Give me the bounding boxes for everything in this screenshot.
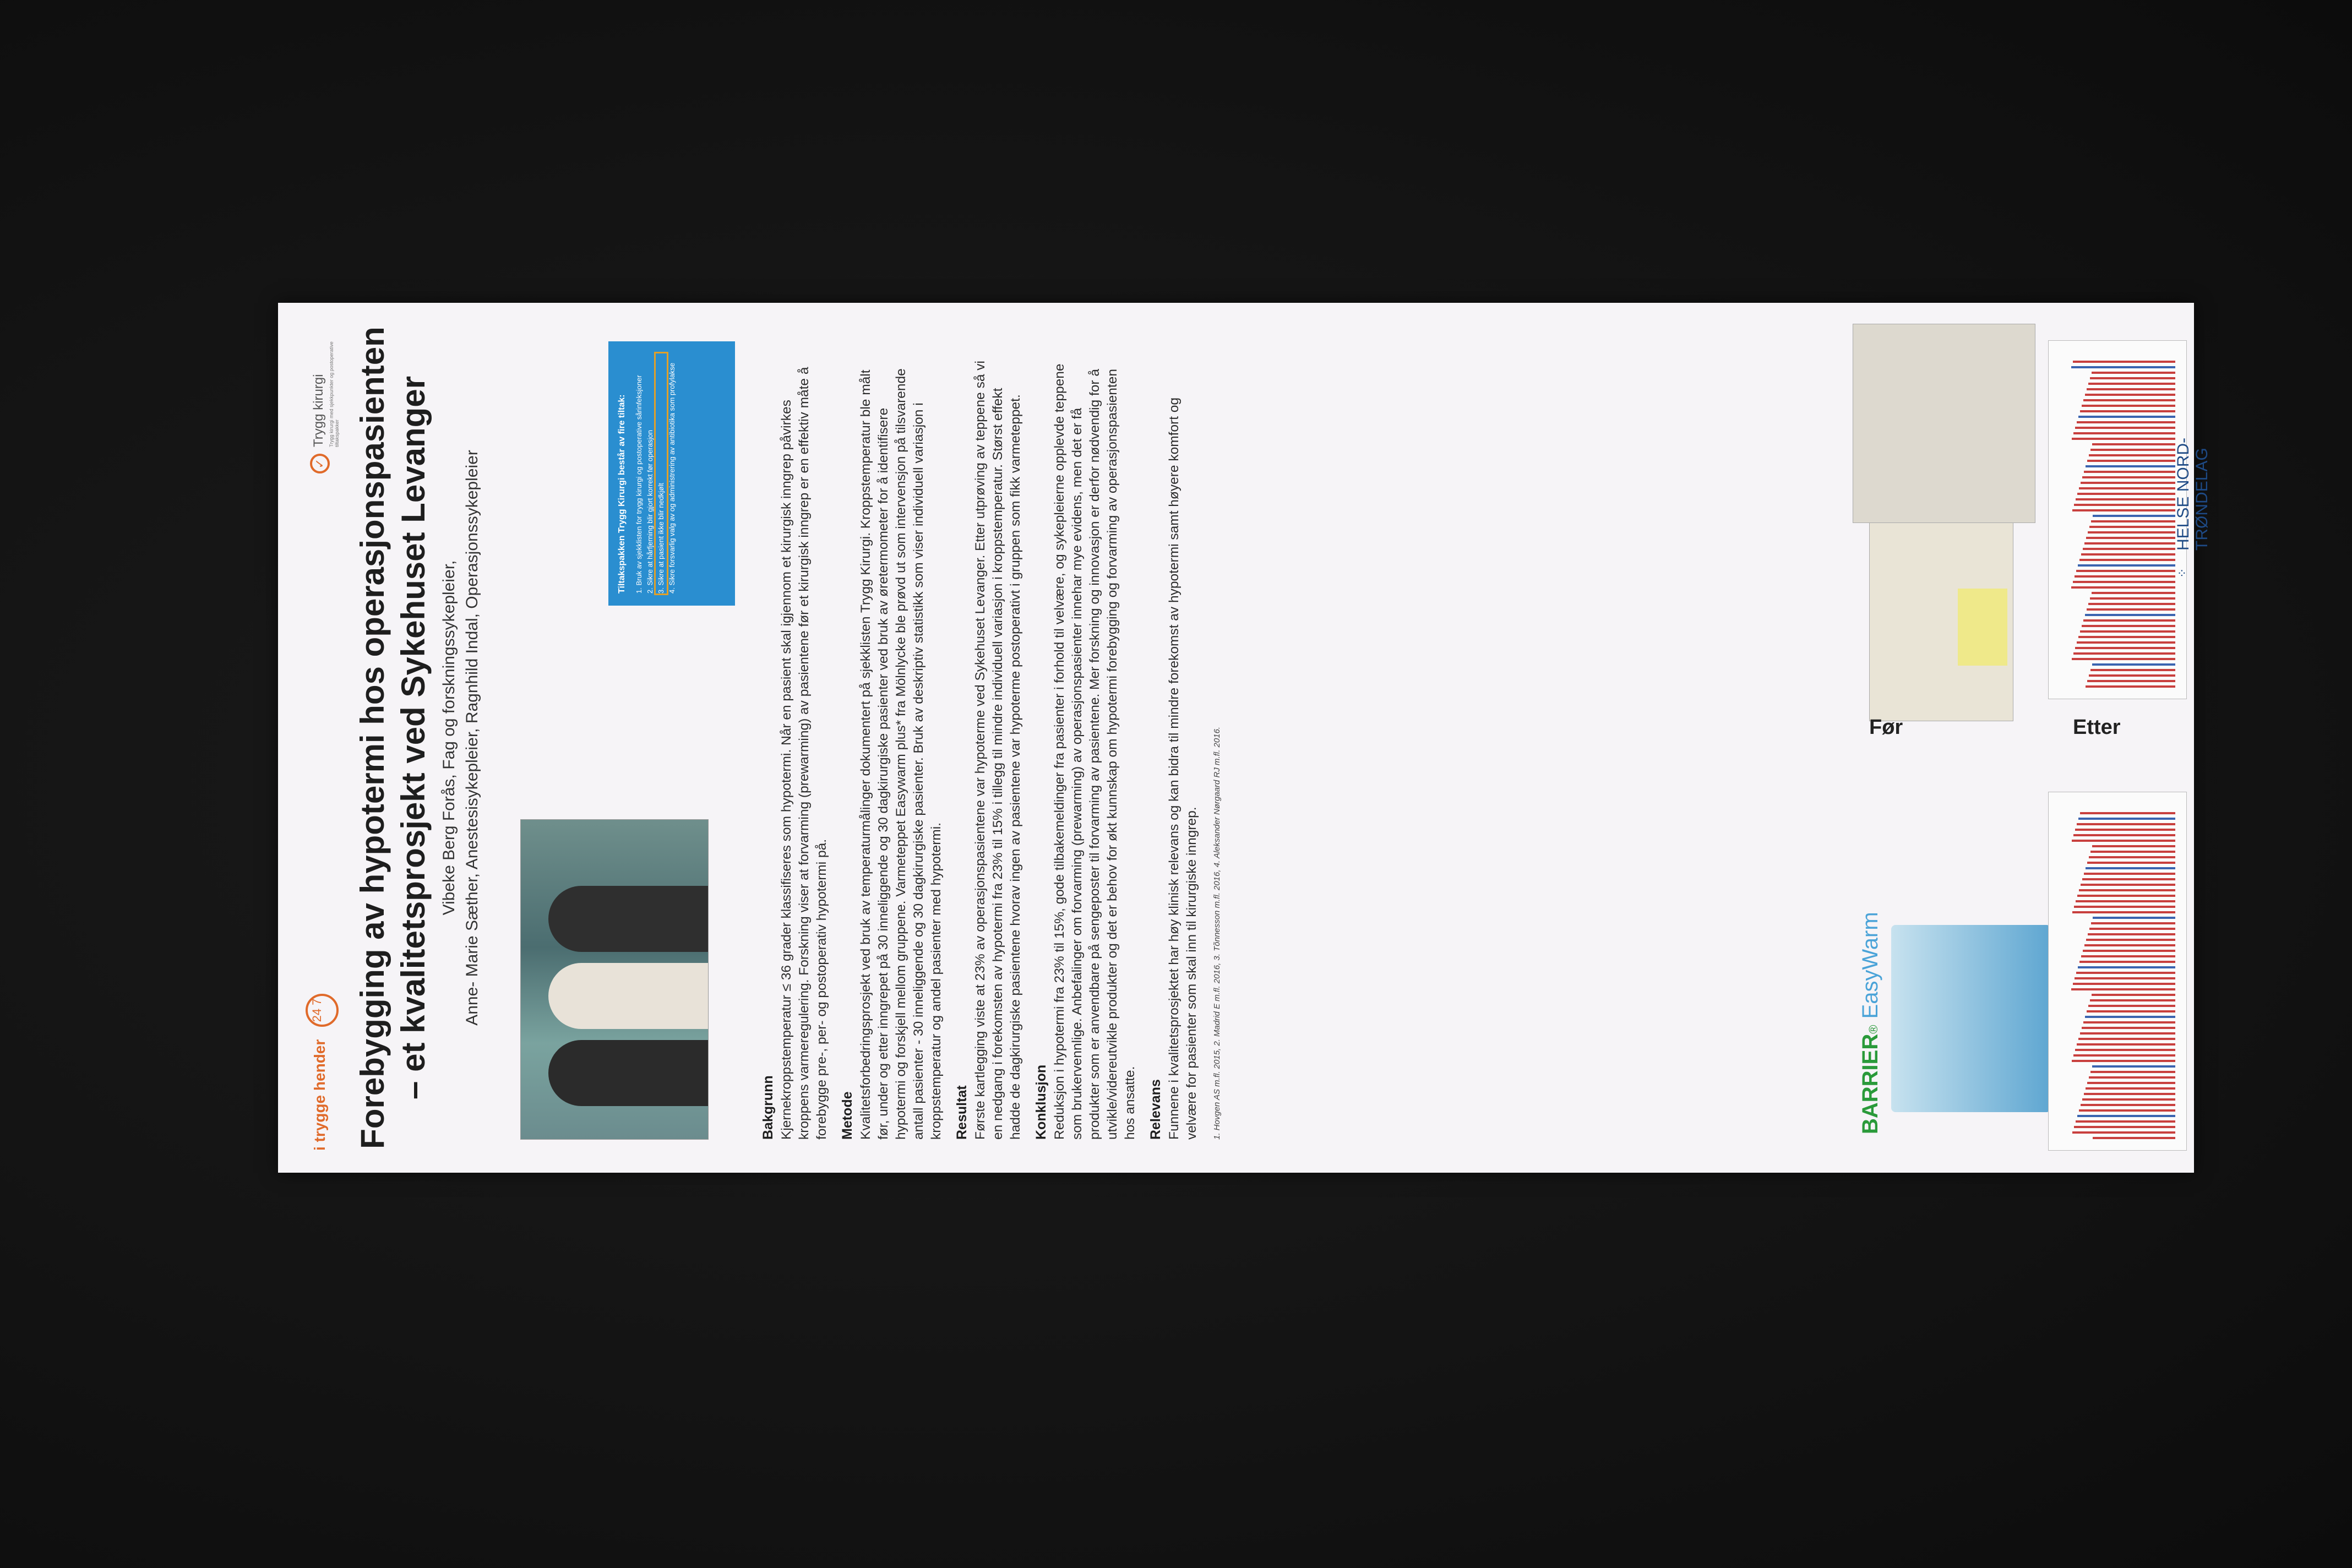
chart-bar bbox=[2078, 1038, 2175, 1040]
chart-bar bbox=[2088, 603, 2175, 605]
chart-bar bbox=[2083, 548, 2175, 550]
chart-bar bbox=[2075, 829, 2175, 831]
chart-bar bbox=[2079, 487, 2175, 489]
chart-bar bbox=[2077, 493, 2175, 495]
chart-bar bbox=[2073, 361, 2175, 363]
logo-24-7-badge: 24 7 bbox=[306, 994, 339, 1027]
chart-bar bbox=[2084, 873, 2175, 875]
chart-bar bbox=[2072, 509, 2175, 511]
chart-bar bbox=[2076, 900, 2175, 902]
chart-bar bbox=[2075, 647, 2175, 649]
person-silhouette bbox=[548, 886, 708, 952]
chart-bar bbox=[2071, 988, 2175, 990]
chart-bar bbox=[2088, 1005, 2175, 1007]
chart-bar bbox=[2078, 416, 2175, 418]
logo-i-trygge-hender: i trygge hender 24 7 bbox=[306, 1008, 344, 1151]
chart-bar bbox=[2092, 663, 2175, 666]
references: 1. Hovgen AS m.fl. 2015, 2. Madrid E m.fl. 2016, 3. Tõnnesson m.fl. 2016, 4. Aleksander Nørgaard RJ m.fl. 2016. bbox=[1212, 726, 1222, 1140]
chart-bar bbox=[2084, 1093, 2175, 1095]
chart-bar bbox=[2090, 597, 2175, 600]
chart-bar bbox=[2089, 1076, 2175, 1079]
chart-bar bbox=[2082, 476, 2175, 478]
tiltak-item: 4. Sikre forsvarlig valg av og administrering av antibiotika som profylakse bbox=[668, 362, 676, 594]
easywarm-blanket-photo bbox=[1891, 925, 2051, 1112]
form-photo bbox=[1853, 324, 2035, 523]
chart-bar bbox=[2072, 438, 2175, 440]
chart-bar bbox=[2076, 498, 2175, 500]
chart-bar bbox=[2092, 845, 2175, 847]
section-text-konklusjon: Reduksjon i hypotermi fra 23% til 15%, gode tilbakemeldinger fra pasienter i forhold til velvære, og sykepleierne opplevde teppene som brukervennlige. Anbefalinger om forvarming (prewarming) av operasjonspasienter innehar mye evidens, men det er få produkter som er anvendbare på sengeposter til forvarming av pasientene. Mer forskning og innovasjon er derfor nødvendig for å utvikle/videreutvikle produkter og det er behov for økt kunnskap om hypotermi forebygging og forvarming av operasjonspasienten hos ansatte. bbox=[1052, 363, 1137, 1140]
chart-bar bbox=[2072, 1131, 2175, 1134]
chart-bar bbox=[2081, 553, 2175, 556]
chart-bar bbox=[2090, 1071, 2175, 1073]
chart-bar bbox=[2086, 537, 2175, 539]
chart-bar bbox=[2072, 658, 2175, 660]
chart-bar bbox=[2077, 823, 2175, 825]
chart-bar bbox=[2073, 581, 2175, 583]
chart-bar bbox=[2077, 641, 2175, 644]
chart-bar bbox=[2090, 851, 2175, 853]
chart-bar bbox=[2092, 372, 2175, 374]
chart-bar bbox=[2074, 1126, 2175, 1128]
chart-bar bbox=[2083, 399, 2175, 401]
chart-bar bbox=[2087, 608, 2175, 611]
chart-bar bbox=[2082, 1098, 2175, 1101]
chart-bar bbox=[2088, 383, 2175, 385]
chart-bar bbox=[2076, 972, 2175, 974]
chart-bar bbox=[2083, 1021, 2175, 1023]
chart-bar bbox=[2079, 961, 2175, 963]
chart-bar bbox=[2086, 867, 2175, 869]
chart-label-before: Før bbox=[1869, 716, 1903, 739]
chart-bar bbox=[2092, 443, 2175, 445]
tiltak-box: Tiltakspakken Trygg Kirurgi består av fire tiltak: 1. Bruk av sjekklisten for trygg kirurgi og postoperative sårinfeksjoner 2. Sikre at hårfjerning blir gjort korrekt før operasjon 3. Sikre at pasient ikke blir nedkjølt 4. Sikre forsvarlig valg av og administrering av antibiotika som profylakse bbox=[608, 341, 735, 606]
chart-bar bbox=[2079, 889, 2175, 891]
chart-bar bbox=[2092, 1065, 2175, 1068]
barrier-logo: BARRIER® EasyWarm bbox=[1858, 912, 1882, 1134]
chart-bar bbox=[2084, 471, 2175, 473]
chart-bar bbox=[2093, 1137, 2175, 1139]
chart-bar bbox=[2075, 1049, 2175, 1051]
section-heading-bakgrunn: Bakgrunn bbox=[760, 1075, 776, 1140]
section-heading-relevans: Relevans bbox=[1148, 1079, 1163, 1140]
chart-bar bbox=[2087, 680, 2175, 682]
chart-bar bbox=[2091, 520, 2175, 522]
chart-bar bbox=[2078, 966, 2175, 968]
chart-bar bbox=[2072, 840, 2175, 842]
chart-bar bbox=[2073, 1054, 2175, 1057]
check-icon: ✓ bbox=[310, 454, 330, 473]
chart-bar bbox=[2075, 575, 2175, 578]
chart-bar bbox=[2085, 394, 2175, 396]
chart-bar bbox=[2080, 410, 2175, 412]
chart-bar bbox=[2082, 878, 2175, 880]
chart-bar bbox=[2080, 630, 2175, 633]
chart-bar bbox=[2071, 366, 2175, 368]
chart-bar bbox=[2084, 944, 2175, 946]
chart-bar bbox=[2072, 911, 2175, 913]
chart-bar bbox=[2081, 955, 2175, 957]
chart-bar bbox=[2079, 1109, 2175, 1112]
chart-bar bbox=[2088, 933, 2175, 935]
chart-bar bbox=[2086, 465, 2175, 467]
poster bbox=[278, 303, 2211, 1173]
tiltak-item-highlighted: 3. Sikre at pasient ikke blir nedkjølt bbox=[656, 353, 667, 594]
sticky-note bbox=[1958, 589, 2007, 666]
tiltak-item: 2. Sikre at hårfjerning blir gjort korrekt før operasjon bbox=[646, 430, 654, 594]
chart-bar bbox=[2087, 1010, 2175, 1012]
chart-bar bbox=[2081, 482, 2175, 484]
chart-bar bbox=[2075, 427, 2175, 429]
chart-bar bbox=[2082, 1027, 2175, 1029]
chart-bar bbox=[2086, 939, 2175, 941]
chart-bar bbox=[2086, 1087, 2175, 1090]
person-silhouette bbox=[548, 1040, 708, 1106]
chart-bar bbox=[2073, 834, 2175, 836]
chart-bar bbox=[2085, 614, 2175, 616]
chart-bar bbox=[2086, 685, 2175, 688]
chart-bar bbox=[2078, 818, 2175, 820]
chart-bar bbox=[2082, 625, 2175, 627]
chart-bar bbox=[2074, 504, 2175, 506]
poster-title: Forebygging av hypotermi hos operasjonspasienten – et kvalitetsprosjekt ved Sykehuset Levanger bbox=[354, 326, 432, 1149]
chart-bar bbox=[2083, 950, 2175, 952]
section-text-resultat: Første kartlegging viste at 23% av operasjonspasientene var hypoterme ved Sykehuset Levanger. Etter utprøving av teppene så vi en nedgang i forekomsten av hypotermi fra 23% til 15% i tillegg til mindre individuell variasjon i kroppstemperatur. Størst effekt hadde de dagkirurgiske pasientene hvorav ingen av pasientene var hypoterme postoperativt i gruppen som fikk varmeteppet. bbox=[973, 361, 1023, 1140]
chart-bar bbox=[2073, 983, 2175, 985]
chart-bar bbox=[2084, 542, 2175, 545]
chart-bar bbox=[2087, 388, 2175, 390]
chart-bar bbox=[2089, 526, 2175, 528]
tiltak-item: 1. Bruk av sjekklisten for trygg kirurgi og postoperative sårinfeksjoner bbox=[635, 375, 643, 594]
form-photo bbox=[1869, 511, 2013, 721]
tiltak-list bbox=[634, 353, 678, 594]
chart-bar bbox=[2080, 1032, 2175, 1035]
checklist-forms bbox=[1853, 325, 2034, 721]
chart-bar bbox=[2090, 669, 2175, 671]
poster-body bbox=[752, 358, 1226, 1140]
chart-bar bbox=[2089, 856, 2175, 858]
chart-bar bbox=[2092, 592, 2175, 594]
helse-dots-icon: ⁘ bbox=[2175, 569, 2189, 578]
chart-bar bbox=[2091, 922, 2175, 924]
chart-bar bbox=[2081, 1104, 2175, 1106]
chart-bar bbox=[2090, 449, 2175, 451]
chart-bar bbox=[2077, 421, 2175, 423]
chart-bar bbox=[2093, 515, 2175, 517]
chart-bar bbox=[2081, 884, 2175, 886]
section-text-bakgrunn: Kjernekroppstemperatur ≤ 36 grader klassifiseres som hypotermi. Når en pasient skal igjennom et kirurgisk inngrep påvirkes kroppens varmeregulering. Forskning viser at forvarming (prewarming) av pasientene før et kirurgisk inngrep er en effektiv måte å forebygge pre-, per- og postoperativ hypotermi på. bbox=[779, 367, 829, 1140]
chart-bar bbox=[2089, 454, 2175, 456]
chart-bar bbox=[2089, 674, 2175, 677]
chart-bar bbox=[2075, 977, 2175, 979]
chart-before-left bbox=[2048, 792, 2187, 1151]
chart-bar bbox=[2078, 636, 2175, 638]
chart-bar bbox=[2077, 895, 2175, 897]
chart-bar bbox=[2071, 586, 2175, 589]
chart-bar bbox=[2079, 559, 2175, 561]
chart-bar bbox=[2073, 652, 2175, 655]
section-heading-konklusjon: Konklusjon bbox=[1033, 1064, 1049, 1140]
chart-bar bbox=[2088, 531, 2175, 533]
chart-bar bbox=[2090, 377, 2175, 379]
chart-bar bbox=[2090, 999, 2175, 1001]
chart-bar bbox=[2076, 570, 2175, 572]
logo-trygg-kirurgi: ✓ Trygg kirurgi Trygg kirurgi med sjekkpunkter og postoperative tiltakspakker bbox=[306, 314, 344, 473]
section-heading-metode: Metode bbox=[840, 1091, 855, 1140]
chart-bar bbox=[2073, 432, 2175, 434]
chart-bar bbox=[2072, 1060, 2175, 1062]
chart-bar bbox=[2082, 405, 2175, 407]
chart-bar bbox=[2074, 906, 2175, 908]
chart-bar bbox=[2089, 928, 2175, 930]
chart-bar bbox=[2077, 1115, 2175, 1117]
chart-bar bbox=[2092, 994, 2175, 996]
person-silhouette bbox=[548, 963, 708, 1029]
chart-bar bbox=[2083, 619, 2175, 622]
chart-bar bbox=[2087, 460, 2175, 462]
helse-nord-trondelag-logo: ⁘ HELSE NORD-TRØNDELAG bbox=[2174, 437, 2211, 578]
chart-bar bbox=[2087, 862, 2175, 864]
chart-bar bbox=[2085, 1016, 2175, 1018]
product-easywarm bbox=[1858, 804, 2034, 1134]
chart-before-right bbox=[2048, 340, 2187, 699]
chart-bar bbox=[2077, 1043, 2175, 1046]
chart-label-after: Etter bbox=[2073, 716, 2121, 739]
authors: Vibeke Berg Forås, Fag og forskningssykepleier, Anne- Marie Sæther, Anestesisykepleier, Ragnhild Indal, Operasjonssykepleier bbox=[440, 450, 481, 1026]
team-photo bbox=[520, 819, 709, 1140]
chart-bar bbox=[2078, 564, 2175, 567]
chart-bar bbox=[2087, 1082, 2175, 1084]
section-text-relevans: Funnene i kvalitetsprosjektet har høy klinisk relevans og kan bidra til mindre forekomst av hypotermi samt høyere komfort og velvære for pasienter som skal inn til kirurgiske inngrep. bbox=[1167, 397, 1199, 1140]
chart-bar bbox=[2080, 812, 2175, 814]
section-heading-resultat: Resultat bbox=[954, 1085, 970, 1140]
chart-bar bbox=[2093, 917, 2175, 919]
chart-bar bbox=[2076, 1120, 2175, 1123]
section-text-metode: Kvalitetsforbedringsprosjekt ved bruk av temperaturmålinger dokumentert på sjekklisten Trygg Kirurgi. Kroppstemperatur ble målt før, under og etter inngrepet på 30 inneliggende og 30 dagkirurgiske pasienter ved bruk av øretermometer for å identifisere hypotermi og forskjell mellom gruppene. Varmeteppet Easywarm plus* fra Mölnlycke ble prøvd ut som intervensjon på tilsvarende antall pasienter - 30 inneliggende og 30 dagkirurgiske pasienter. Bruk av deskriptiv statistikk som viser individuell variasjon i kroppstemperatur og andel pasienter med hypotermi. bbox=[858, 368, 944, 1140]
